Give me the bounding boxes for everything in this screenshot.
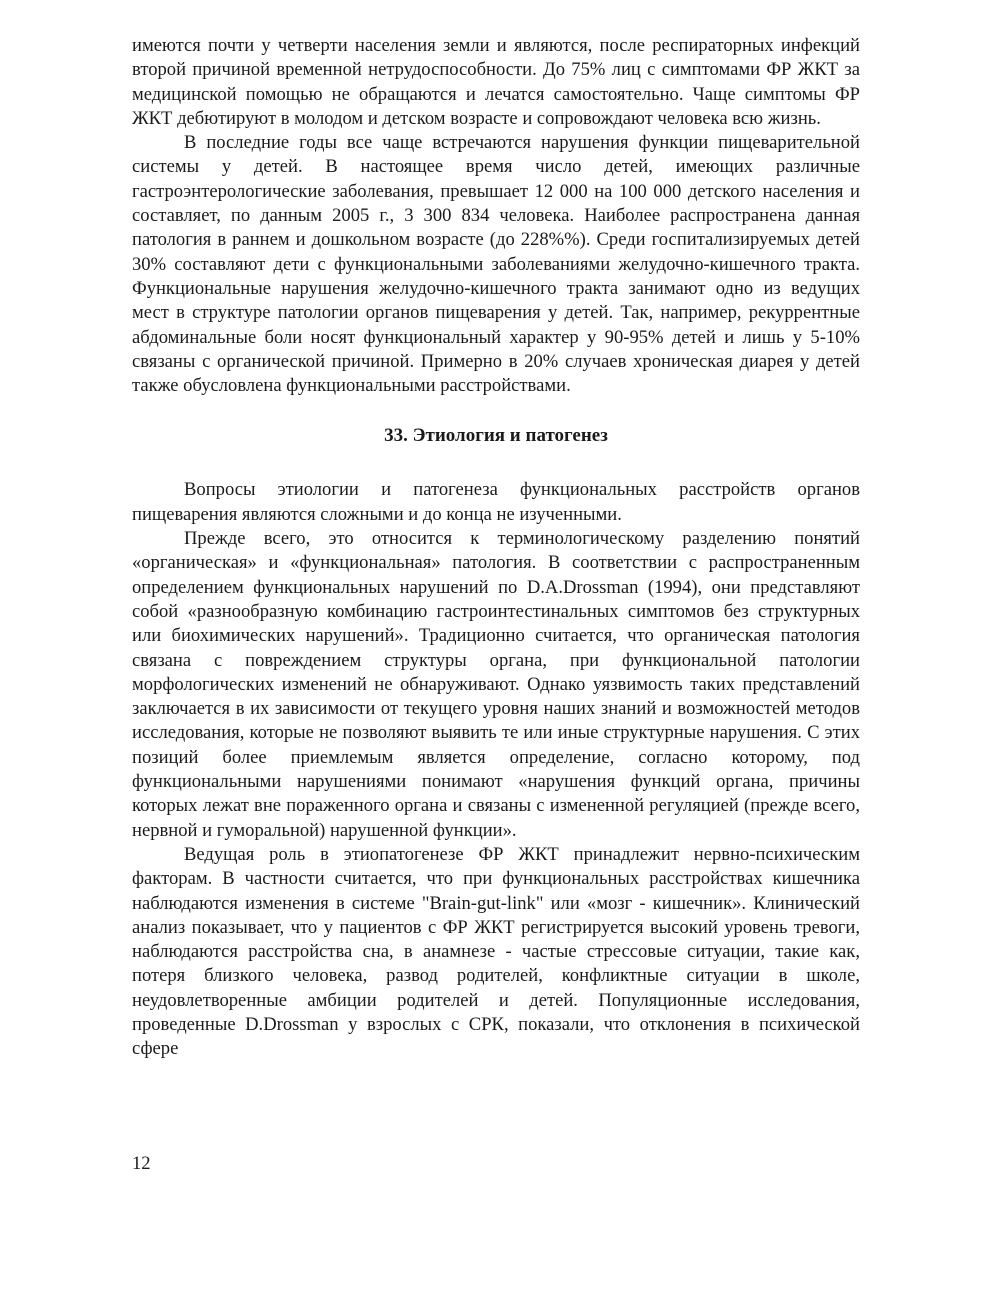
document-page [132, 34, 860, 1062]
page-number: 12 [132, 1153, 151, 1174]
paragraph-continuation: имеются почти у четверти населения земли и являются, после респираторных инфекций второй причиной временной нетрудоспособности. До 75% лиц с симптомами ФР ЖКТ за медицинской помощью не обращаются и лечатся самостоятельно. Чаще симптомы ФР ЖКТ дебютируют в молодом и детском возрасте и сопровождают человека всю жизнь. [132, 35, 860, 129]
paragraph-neuro-psychic-factors: Ведущая роль в этиопатогенезе ФР ЖКТ принадлежит нервно-психическим факторам. В частности считается, что при функциональных расстройствах кишечника наблюдаются изменения в системе "Brain-gut-link" или «мозг - кишечник». Клинический анализ показывает, что у пациентов с ФР ЖКТ регистрируется высокий уровень тревоги, наблюдаются расстройства сна, в анамнезе - частые стрессовые ситуации, такие как, потеря близкого человека, развод родителей, конфликтные ситуации в школе, неудовлетворенные амбиции родителей и детей. Популяционные исследования, проведенные D.Drossman у взрослых с СРК, показали, что отклонения в психической сфере [132, 843, 860, 1060]
paragraph-etiology-intro: Вопросы этиологии и патогенеза функциональных расстройств органов пищеварения являются сложными и до конца не изученными. [132, 479, 860, 525]
section-heading: 33. Этиология и патогенез [384, 425, 608, 447]
paragraph-children-prevalence: В последние годы все чаще встречаются нарушения функции пищеварительной системы у детей. В настоящее время число детей, имеющих различные гастроэнтерологические заболевания, превышает 12 000 на 100 000 детского населения и составляет, по данным 2005 г., 3 300 834 человека. Наиболее распространена данная патология в раннем и дошкольном возрасте (до 228%%). Среди госпитализируемых детей 30% составляют дети с функциональными заболеваниями желудочно-кишечного тракта. Функциональные нарушения желудочно-кишечного тракта занимают одно из ведущих мест в структуре патологии органов пищеварения у детей. Так, например, рекуррентные абдоминальные боли носят функциональный характер у 90-95% детей и лишь у 5-10% связаны с органической причиной. Примерно в 20% случаев хроническая диарея у детей также обусловлена функциональными расстройствами. [132, 132, 860, 397]
paragraph-terminology: Прежде всего, это относится к терминологическому разделению понятий «органическая» и «функциональная» патология. В соответствии с распространенным определением функциональных нарушений по D.A.Drossman (1994), они представляют собой «разнообразную комбинацию гастроинтестинальных симптомов без структурных или биохимических нарушений». Традиционно считается, что органическая патология связана с повреждением структуры органа, при функциональной патологии морфологических изменений не обнаруживают. Однако уязвимость таких представлений заключается в их зависимости от текущего уровня наших знаний и возможностей методов исследования, которые не позволяют выявить те или иные структурные нарушения. С этих позиций более приемлемым является определение, согласно которому, под функциональными нарушениями понимают «нарушения функций органа, причины которых лежат вне пораженного органа и связаны с измененной регуляцией (прежде всего, нервной и гуморальной) нарушенной функции». [132, 528, 860, 841]
